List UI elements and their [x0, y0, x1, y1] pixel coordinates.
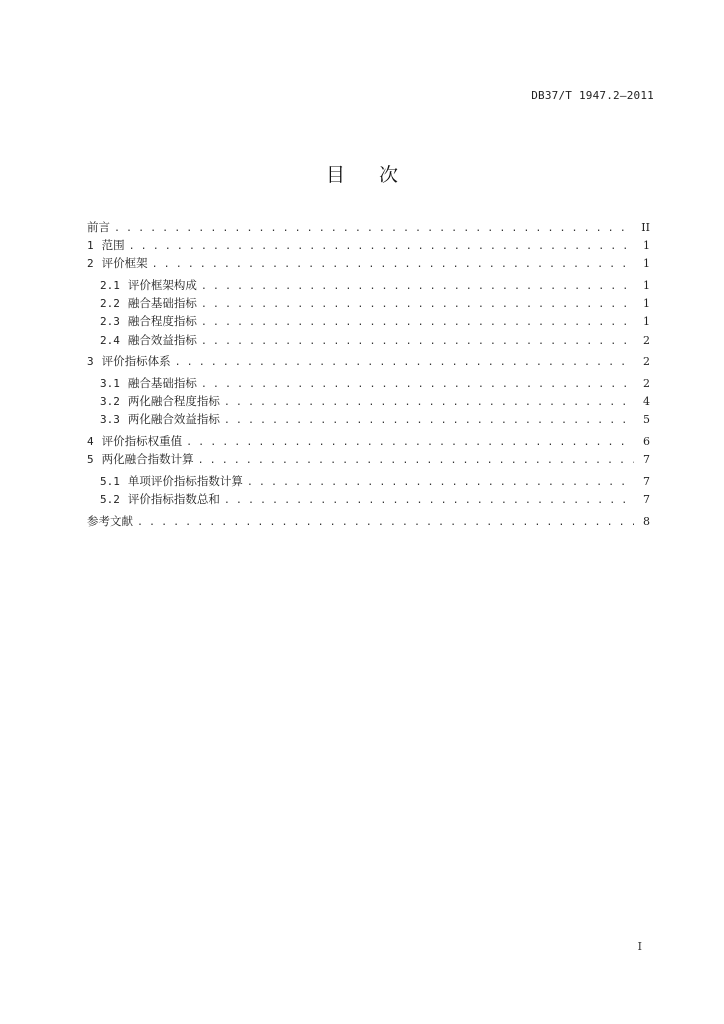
toc-entry-label: 两化融合程度指标: [127, 394, 220, 409]
toc-entry-number: 5.1: [100, 474, 120, 488]
toc-entry-page: 7: [643, 453, 650, 467]
toc-entry[interactable]: [87, 432, 650, 450]
toc-leader-dots: [201, 296, 634, 312]
toc-leader-dots: [224, 394, 634, 410]
toc-entry-page: 1: [643, 239, 650, 253]
toc-entry[interactable]: [87, 254, 650, 272]
toc-entry-label: 参考文献: [87, 513, 133, 528]
toc-entry-page: 8: [643, 514, 650, 528]
toc-entry[interactable]: [87, 392, 650, 410]
document-code: DB37/T 1947.2—2011: [531, 89, 654, 102]
toc-entry[interactable]: [87, 312, 650, 330]
toc-entry[interactable]: [87, 331, 650, 349]
toc-entry-page: 2: [643, 355, 650, 369]
toc-entry-page: 2: [643, 333, 650, 347]
toc-entry-page: 7: [643, 493, 650, 507]
toc-entry-page: 7: [643, 474, 650, 488]
toc-leader-dots: [137, 514, 634, 530]
toc-entry[interactable]: [87, 276, 650, 294]
toc-entry-number: 4: [87, 435, 94, 449]
toc-entry-page: 6: [643, 435, 650, 449]
toc-entry-number: 2: [87, 257, 94, 271]
toc-entry[interactable]: [87, 472, 650, 490]
toc-entry-label: 两化融合效益指标: [127, 412, 220, 427]
toc-entry-number: 3: [87, 355, 94, 369]
toc-leader-dots: [152, 256, 634, 272]
toc-entry[interactable]: [87, 294, 650, 312]
table-of-contents: [87, 218, 650, 530]
toc-entry[interactable]: [87, 374, 650, 392]
toc-entry-label: 评价指标体系: [101, 354, 171, 369]
toc-entry-page: 1: [643, 297, 650, 311]
toc-leader-dots: [175, 354, 634, 370]
toc-leader-dots: [224, 412, 634, 428]
toc-entry-label: 单项评价指标指数计算: [127, 473, 243, 488]
toc-entry-label: 融合基础指标: [127, 376, 197, 390]
toc-entry[interactable]: [87, 352, 650, 370]
toc-entry-number: 3.1: [100, 377, 120, 390]
toc-entry-number: 3.3: [100, 413, 120, 427]
toc-entry[interactable]: [87, 512, 650, 530]
toc-entry-number: 5.2: [100, 493, 120, 507]
toc-entry-page: 1: [643, 257, 650, 271]
toc-title: 目次: [325, 164, 432, 186]
toc-entry-page: 5: [643, 413, 650, 427]
toc-entry[interactable]: [87, 236, 650, 254]
toc-entry[interactable]: [87, 450, 650, 468]
toc-leader-dots: [224, 492, 634, 508]
toc-entry-number: 2.2: [100, 297, 120, 311]
toc-entry-label: 两化融合指数计算: [101, 452, 194, 467]
toc-entry-number: 2.4: [100, 333, 120, 347]
toc-entry-page: 1: [643, 279, 650, 293]
toc-leader-dots: [201, 278, 634, 294]
toc-entry-number: 2.3: [100, 315, 120, 329]
toc-leader-dots: [201, 314, 634, 330]
toc-entry-label: 范围: [101, 238, 125, 253]
toc-entry[interactable]: [87, 218, 650, 236]
toc-entry-page: 4: [643, 395, 650, 409]
toc-leader-dots: [186, 434, 634, 450]
toc-leader-dots: [129, 238, 634, 254]
toc-entry-label: 融合基础指标: [127, 296, 197, 311]
toc-entry-label: 评价框架构成: [127, 278, 197, 293]
toc-entry[interactable]: [87, 490, 650, 508]
toc-entry-page: 2: [643, 377, 650, 390]
toc-entry[interactable]: [87, 410, 650, 428]
toc-entry-page: II: [641, 221, 650, 234]
toc-entry-page: 1: [643, 315, 650, 329]
toc-entry-number: 1: [87, 239, 94, 253]
toc-entry-label: 评价框架: [101, 256, 148, 271]
toc-entry-number: 2.1: [100, 279, 120, 293]
toc-entry-label: 融合程度指标: [127, 314, 197, 329]
toc-entry-label: 评价指标权重值: [101, 434, 183, 449]
toc-leader-dots: [247, 474, 634, 490]
toc-entry-label: 前言: [87, 220, 110, 234]
toc-leader-dots: [198, 452, 634, 468]
toc-leader-dots: [201, 333, 634, 349]
toc-leader-dots: [114, 220, 634, 236]
toc-entry-number: 3.2: [100, 395, 120, 409]
toc-entry-label: 评价指标指数总和: [127, 492, 220, 507]
toc-leader-dots: [201, 376, 634, 392]
toc-entry-number: 5: [87, 453, 94, 467]
toc-entry-label: 融合效益指标: [127, 332, 197, 347]
page-number: I: [637, 940, 642, 953]
